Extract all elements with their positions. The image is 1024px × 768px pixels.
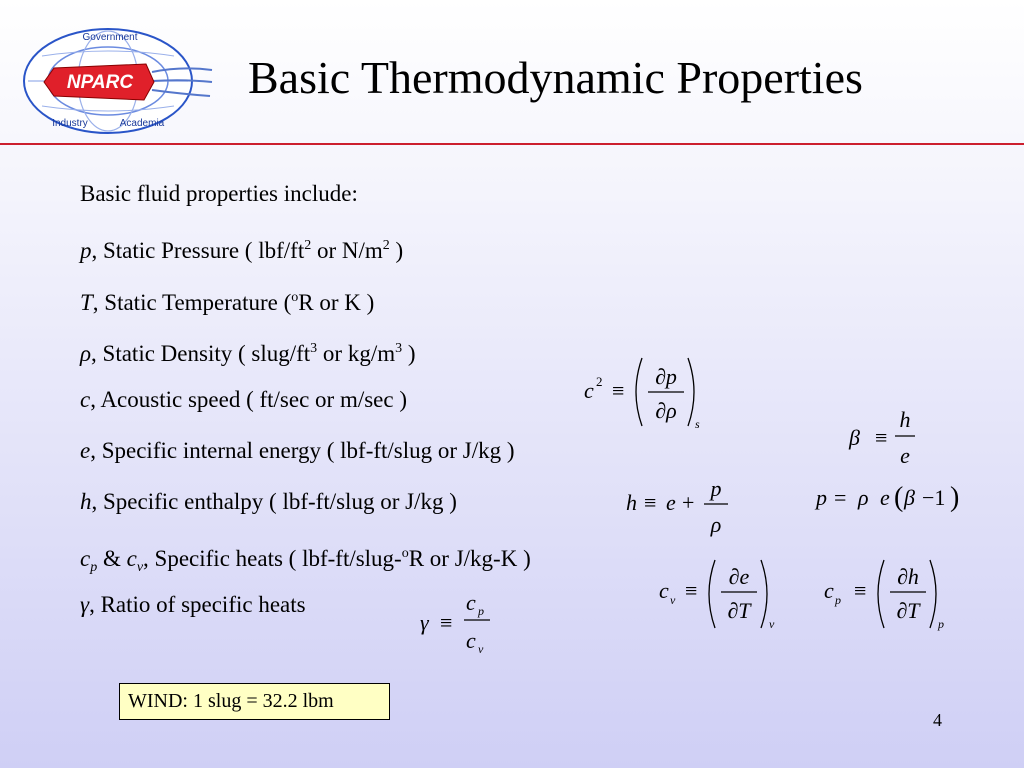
svg-text:∂T: ∂T — [727, 598, 751, 623]
svg-text:p: p — [478, 604, 484, 618]
svg-text:(: ( — [894, 482, 904, 513]
svg-text:γ: γ — [420, 610, 429, 635]
nparc-logo — [22, 26, 214, 136]
svg-text:e: e — [880, 485, 890, 510]
property-gamma: γ, Ratio of specific heats — [80, 592, 306, 617]
svg-text:∂h: ∂h — [897, 564, 919, 589]
property-pressure: p, Static Pressure ( lbf/$ft^2$ or $N/m^2$ ) — [80, 238, 404, 263]
svg-text:∂T: ∂T — [896, 598, 920, 623]
svg-text:β: β — [904, 485, 915, 510]
property-enthalpy: h, Specific enthalpy ( lbf-ft/slug or J/kg ) — [80, 489, 457, 514]
equation-sound-speed — [580, 352, 710, 442]
svg-text:v: v — [769, 617, 775, 631]
svg-text:2: 2 — [596, 374, 603, 389]
svg-text:+: + — [682, 490, 695, 515]
svg-text:c: c — [824, 578, 834, 603]
svg-text:≡: ≡ — [644, 490, 657, 515]
intro-line: Basic fluid properties include: — [80, 181, 358, 206]
svg-text:c: c — [466, 628, 476, 653]
svg-text:=: = — [834, 485, 847, 510]
logo-ring-top: Government — [82, 32, 138, 43]
equation-gamma — [418, 586, 508, 668]
svg-text:s: s — [695, 417, 700, 431]
svg-text:ρ: ρ — [858, 485, 869, 510]
property-temperature: T, Static Temperature ($^o$R or K ) — [80, 290, 375, 315]
wind-note: WIND: 1 slug = 32.2 lbm — [119, 683, 390, 720]
svg-text:ρ: ρ — [710, 512, 722, 537]
svg-text:≡: ≡ — [854, 578, 867, 603]
equation-cv — [657, 556, 787, 642]
equation-cp — [822, 556, 952, 642]
svg-text:h: h — [626, 490, 637, 515]
svg-text:h: h — [899, 407, 911, 432]
property-density: ρ, Static Density ( slug/$ft^3$ or $kg/m^3$ ) — [80, 341, 416, 366]
svg-text:β: β — [849, 425, 860, 450]
property-acoustic-speed: c, Acoustic speed ( ft/sec or m/sec ) — [80, 387, 408, 412]
svg-text:): ) — [950, 482, 960, 513]
svg-text:e: e — [666, 490, 676, 515]
svg-text:p: p — [816, 485, 827, 510]
property-specific-heats: $c_p$ & $c_v$, Specific heats ( lbf-ft/slug-$^o$R or J/kg-K ) — [80, 546, 531, 575]
equation-enthalpy — [622, 474, 738, 550]
svg-text:p: p — [938, 617, 944, 631]
svg-text:c: c — [659, 578, 669, 603]
svg-text:p: p — [835, 593, 841, 607]
equation-pressure — [814, 478, 974, 524]
svg-text:v: v — [670, 593, 676, 607]
svg-text:≡: ≡ — [685, 578, 698, 603]
svg-text:e: e — [900, 443, 910, 468]
page-number: 4 — [933, 710, 942, 730]
equation-beta — [845, 402, 925, 478]
svg-text:v: v — [478, 642, 484, 656]
logo-text: NPARC — [66, 72, 134, 93]
property-internal-energy: e, Specific internal energy ( lbf-ft/slug or J/kg ) — [80, 438, 515, 463]
logo-ring-left: Industry — [52, 118, 88, 129]
svg-text:c: c — [584, 378, 594, 403]
svg-text:∂ρ: ∂ρ — [655, 398, 677, 423]
logo-ring-right: Academia — [119, 118, 165, 129]
page-title: Basic Thermodynamic Properties — [248, 52, 863, 103]
svg-text:≡: ≡ — [875, 425, 888, 450]
svg-text:p: p — [710, 476, 722, 501]
svg-text:≡: ≡ — [612, 378, 625, 403]
title-divider — [0, 143, 1024, 145]
svg-text:∂p: ∂p — [655, 364, 677, 389]
svg-text:c: c — [466, 590, 476, 615]
svg-text:∂e: ∂e — [728, 564, 750, 589]
svg-text:−1: −1 — [922, 485, 946, 510]
svg-text:≡: ≡ — [440, 610, 453, 635]
